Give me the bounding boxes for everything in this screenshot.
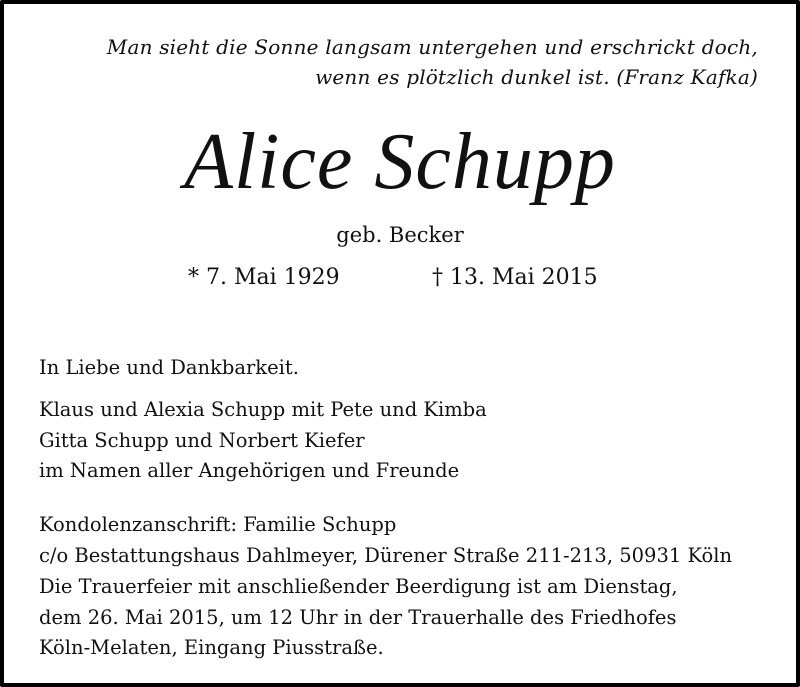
- funeral-service-info: [39, 572, 769, 664]
- death-date: † 13. Mai 2015: [432, 265, 598, 290]
- quote-line-1: Man sieht die Sonne langsam untergehen und erschrickt doch,: [106, 35, 758, 59]
- birth-date: * 7. Mai 1929: [188, 265, 340, 290]
- quote-line-2: wenn es plötzlich dunkel ist. (Franz Kafka): [315, 65, 758, 89]
- mourner-line: im Namen aller Angehörigen und Freunde: [39, 459, 460, 482]
- mourner-line: Gitta Schupp und Norbert Kiefer: [39, 428, 365, 452]
- condolence-line: c/o Bestattungshaus Dahlmeyer, Dürener Straße 211-213, 50931 Köln: [39, 543, 733, 567]
- condolence-address: [39, 510, 769, 571]
- intro-text: [39, 353, 769, 384]
- intro-line: In Liebe und Dankbarkeit.: [39, 356, 299, 379]
- epigraph-quote: [58, 32, 758, 92]
- service-line: Köln-Melaten, Eingang Piusstraße.: [39, 636, 384, 659]
- maiden-name: geb. Becker: [336, 223, 464, 247]
- condolence-line: Kondolenzanschrift: Familie Schupp: [39, 513, 397, 536]
- mourner-line: Klaus und Alexia Schupp mit Pete und Kimba: [39, 398, 487, 421]
- service-line: Die Trauerfeier mit anschließender Beerdigung ist am Dienstag,: [39, 575, 678, 598]
- deceased-name: Alice Schupp: [184, 118, 616, 206]
- mourners-list: [39, 395, 769, 487]
- service-line: dem 26. Mai 2015, um 12 Uhr in der Trauerhalle des Friedhofes: [39, 605, 677, 629]
